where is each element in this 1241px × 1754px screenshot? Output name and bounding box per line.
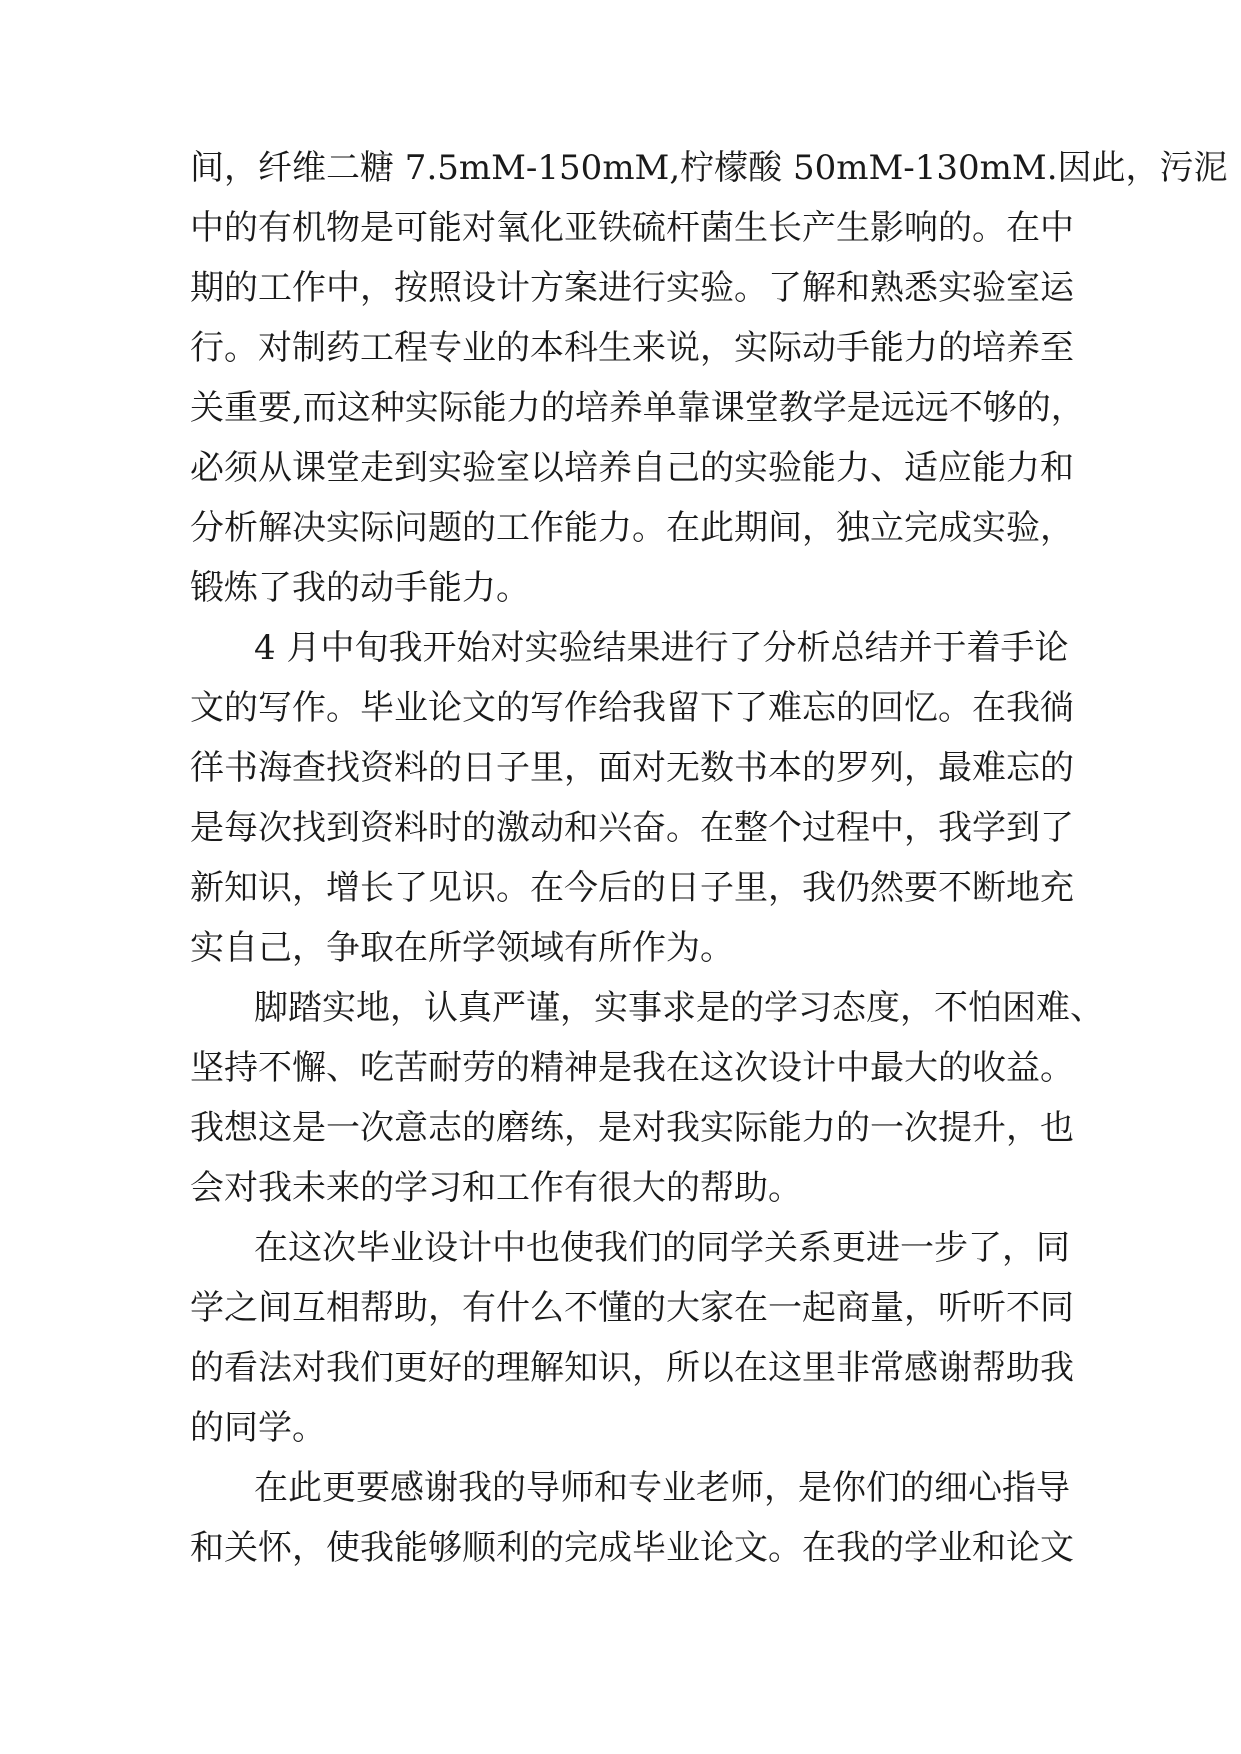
text-line: 必须从课堂走到实验室以培养自己的实验能力、适应能力和 xyxy=(190,448,1074,488)
text-line: 会对我未来的学习和工作有很大的帮助。 xyxy=(190,1168,802,1208)
text-line: 4 月中旬我开始对实验结果进行了分析总结并于着手论 xyxy=(254,628,1069,668)
text-line: 在此更要感谢我的导师和专业老师，是你们的细心指导 xyxy=(254,1468,1070,1508)
text-line: 在这次毕业设计中也使我们的同学关系更进一步了，同 xyxy=(254,1228,1070,1268)
text-line: 分析解决实际问题的工作能力。在此期间，独立完成实验， xyxy=(190,508,1074,548)
text-line: 间，纤维二糖 7.5mM-150mM,柠檬酸 50mM-130mM.因此，污泥 xyxy=(190,148,1228,188)
text-line: 的看法对我们更好的理解知识，所以在这里非常感谢帮助我 xyxy=(190,1348,1074,1388)
text-line: 中的有机物是可能对氧化亚铁硫杆菌生长产生影响的。在中 xyxy=(190,208,1074,248)
text-line: 学之间互相帮助，有什么不懂的大家在一起商量，听听不同 xyxy=(190,1288,1074,1328)
text-line: 行。对制药工程专业的本科生来说，实际动手能力的培养至 xyxy=(190,328,1074,368)
text-line: 新知识，增长了见识。在今后的日子里，我仍然要不断地充 xyxy=(190,868,1074,908)
text-line: 是每次找到资料时的激动和兴奋。在整个过程中，我学到了 xyxy=(190,808,1074,848)
text-line: 的同学。 xyxy=(190,1408,326,1448)
text-line: 实自己，争取在所学领域有所作为。 xyxy=(190,928,734,968)
text-line: 徉书海查找资料的日子里，面对无数书本的罗列，最难忘的 xyxy=(190,748,1074,788)
text-line: 锻炼了我的动手能力。 xyxy=(190,568,530,608)
text-line: 我想这是一次意志的磨练，是对我实际能力的一次提升，也 xyxy=(190,1108,1074,1148)
text-line: 和关怀，使我能够顺利的完成毕业论文。在我的学业和论文 xyxy=(190,1528,1074,1568)
text-line: 文的写作。毕业论文的写作给我留下了难忘的回忆。在我徜 xyxy=(190,688,1074,728)
text-line: 坚持不懈、吃苦耐劳的精神是我在这次设计中最大的收益。 xyxy=(190,1048,1074,1088)
text-line: 脚踏实地，认真严谨，实事求是的学习态度，不怕困难、 xyxy=(254,988,1104,1028)
text-line: 关重要,而这种实际能力的培养单靠课堂教学是远远不够的， xyxy=(190,388,1085,428)
text-line: 期的工作中，按照设计方案进行实验。了解和熟悉实验室运 xyxy=(190,268,1074,308)
